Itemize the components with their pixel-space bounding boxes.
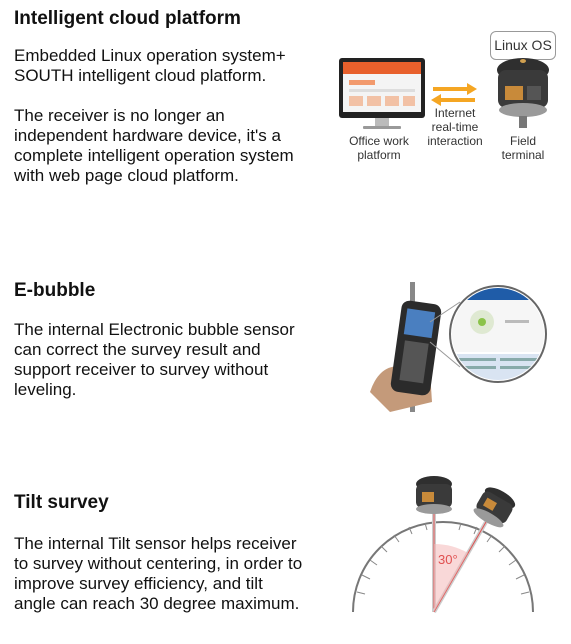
- section-e-bubble: [14, 280, 334, 400]
- receiver-tilted-icon: [471, 483, 518, 530]
- receiver-vertical-icon: [416, 476, 452, 514]
- paragraph-line: SOUTH intelligent cloud platform.: [14, 66, 267, 85]
- tilt-survey-figure: [348, 472, 548, 622]
- paragraph-line: to survey without centering, in order to: [14, 554, 303, 573]
- paragraph-line: Embedded Linux operation system+: [14, 46, 286, 65]
- angle-label: 30°: [438, 552, 458, 567]
- paragraph-line: angle can reach 30 degree maximum.: [14, 594, 300, 613]
- section-cloud-platform: [14, 8, 334, 186]
- paragraph-line: independent hardware device, it's a: [14, 126, 281, 145]
- monitor-icon: [339, 58, 425, 129]
- paragraph-line: The internal Electronic bubble sensor: [14, 320, 295, 339]
- paragraph-line: with web page cloud platform.: [14, 166, 239, 185]
- zoom-screen-icon: [450, 286, 550, 382]
- caption-office: Office work platform: [349, 134, 409, 162]
- section-title: Tilt survey: [14, 492, 109, 513]
- section-title: E-bubble: [14, 280, 96, 301]
- paragraph-line: leveling.: [14, 380, 77, 399]
- controller-icon: [390, 300, 442, 397]
- linux-os-badge: Linux OS: [490, 31, 556, 60]
- caption-internet: Internet real-time interaction: [427, 106, 483, 148]
- section-tilt-survey: [14, 492, 334, 614]
- cloud-platform-figure: [335, 28, 565, 178]
- paragraph-line: improve survey efficiency, and tilt: [14, 574, 263, 593]
- paragraph-line: support receiver to survey without: [14, 360, 269, 379]
- paragraph-line: The internal Tilt sensor helps receiver: [14, 534, 297, 553]
- caption-field: Field terminal: [501, 134, 545, 162]
- gnss-receiver-icon: [497, 58, 549, 128]
- paragraph-line: complete intelligent operation system: [14, 146, 294, 165]
- section-title: Intelligent cloud platform: [14, 8, 241, 29]
- exchange-arrows-icon: [431, 83, 477, 106]
- paragraph-line: can correct the survey result and: [14, 340, 261, 359]
- e-bubble-figure: [360, 282, 560, 412]
- paragraph-line: The receiver is no longer an: [14, 106, 225, 125]
